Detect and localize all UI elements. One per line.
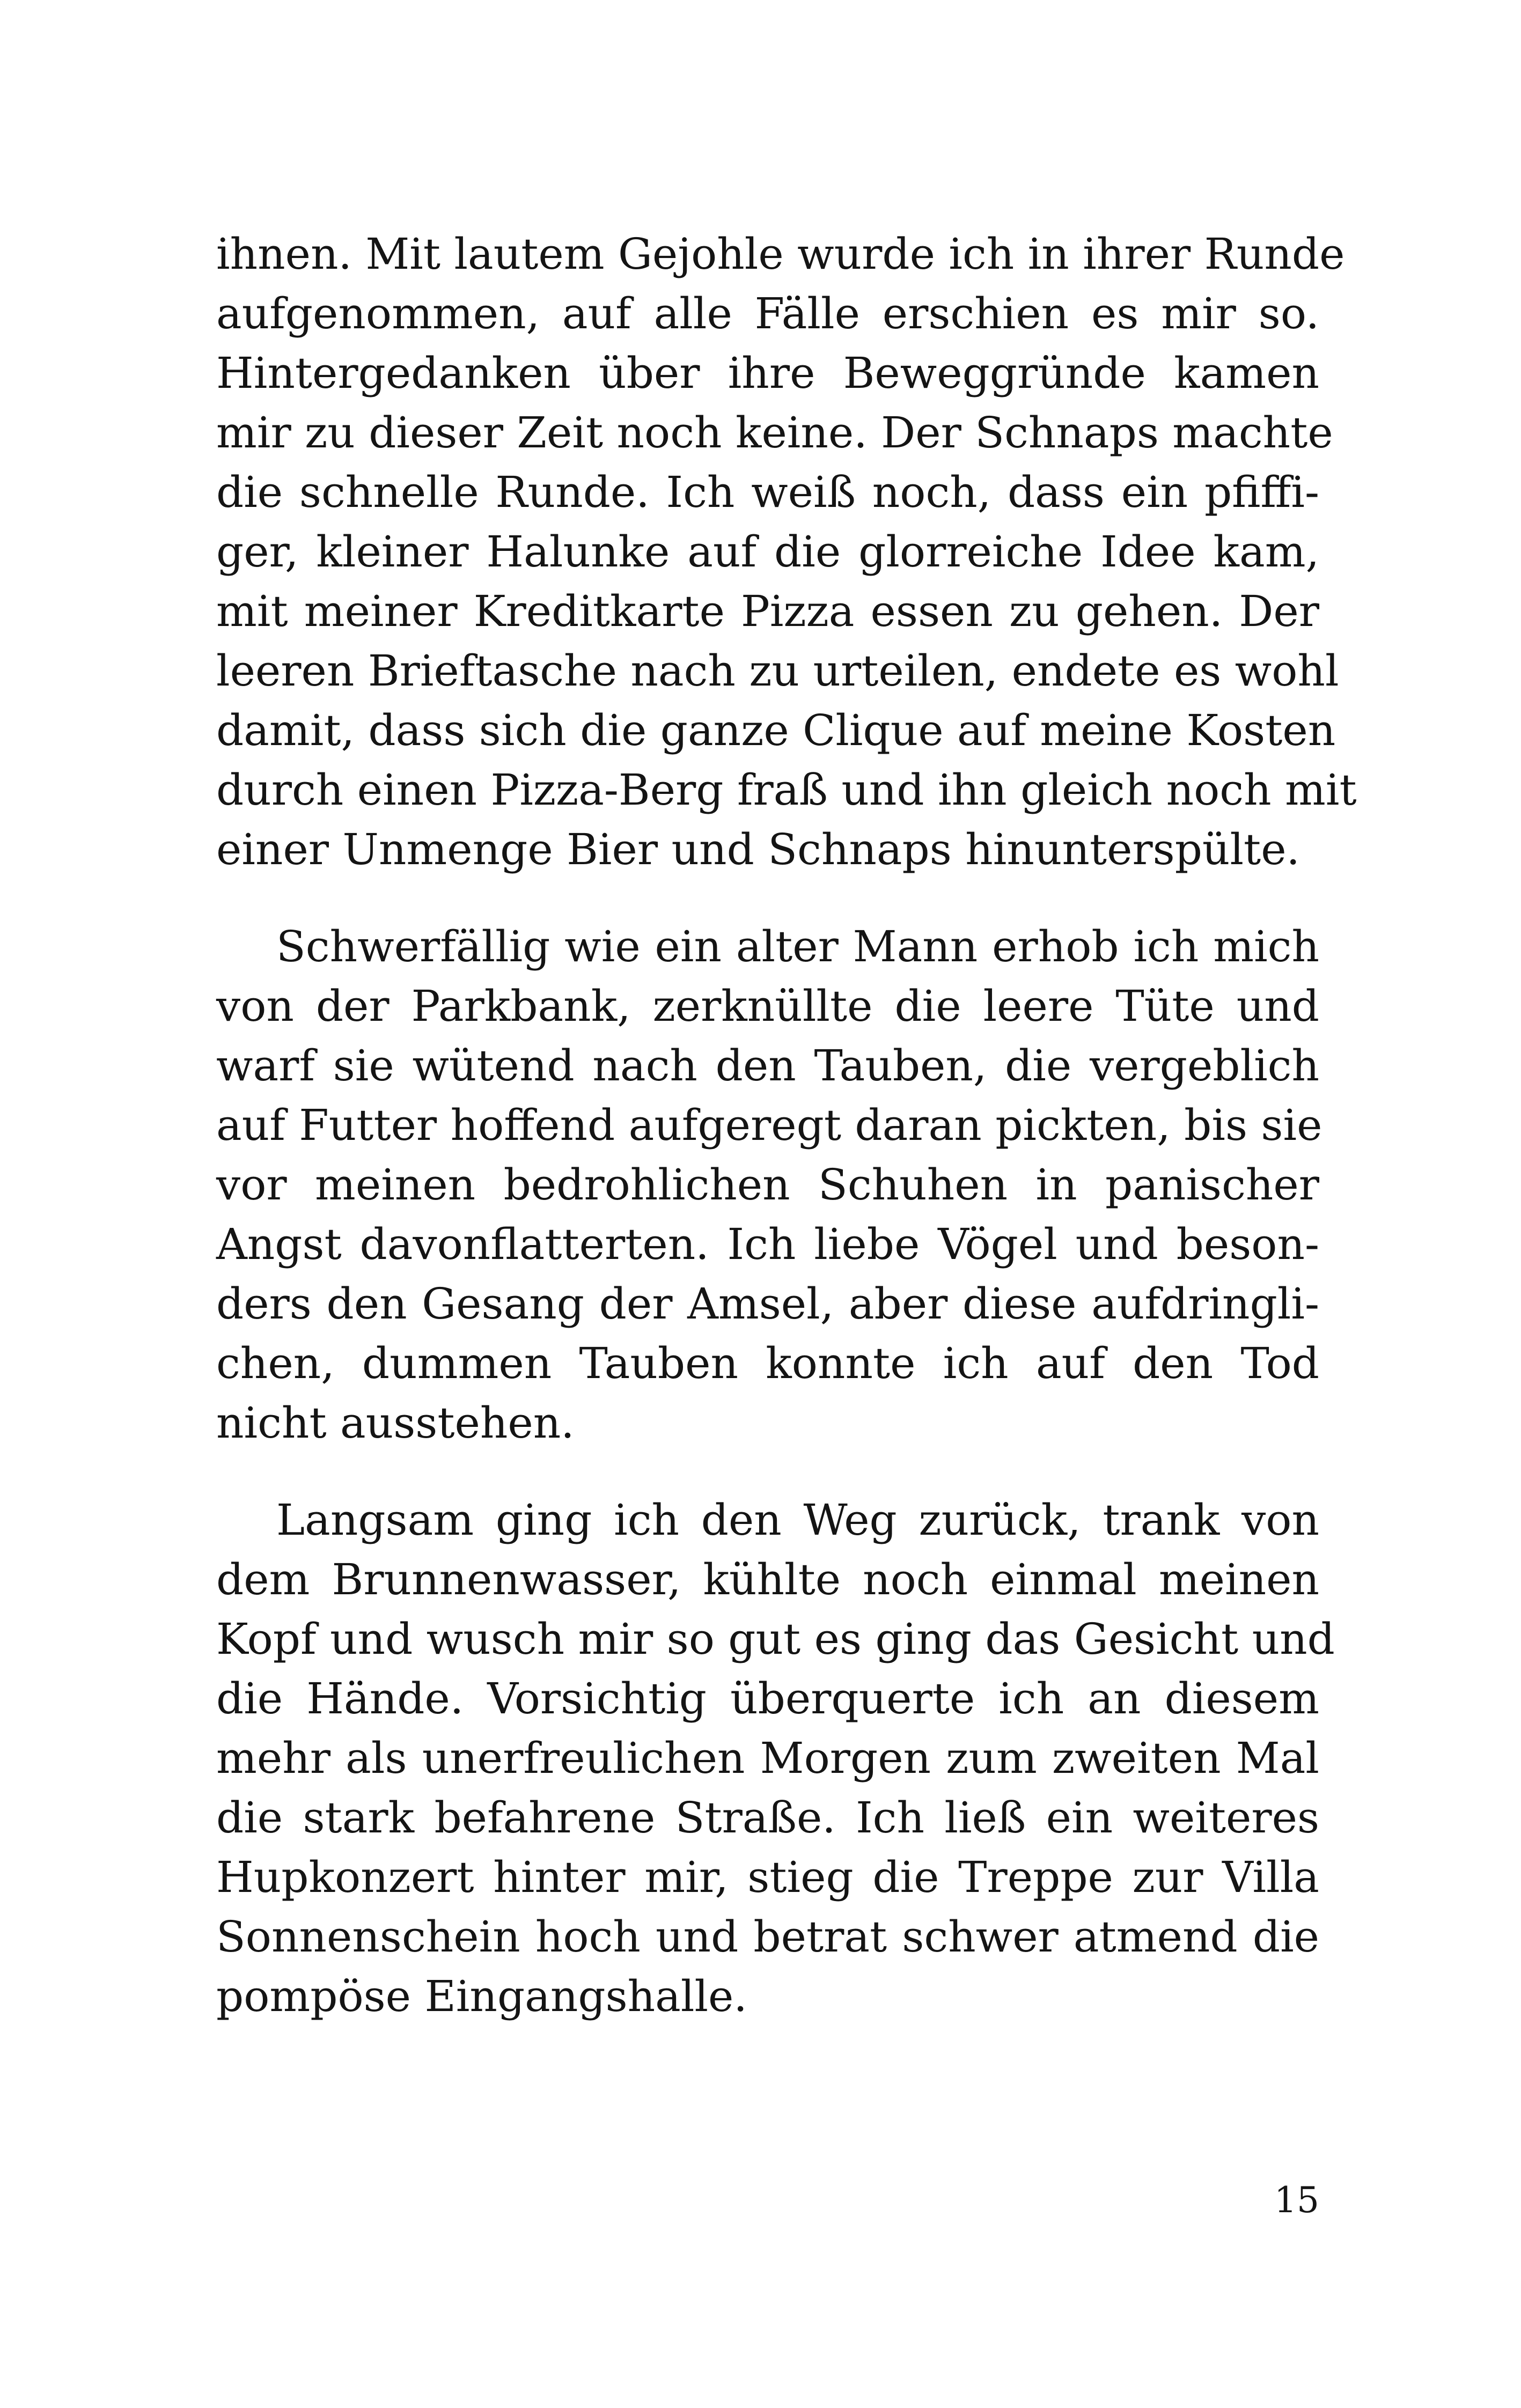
text-line: einer Unmenge Bier und Schnaps hinunterspülte.: [216, 824, 1300, 874]
text-line: Hintergedanken über ihre Beweggründe kamen: [216, 348, 1319, 398]
text-line: nicht ausstehen.: [216, 1398, 575, 1448]
text-line: ger, kleiner Halunke auf die glorreiche Idee kam,: [216, 527, 1319, 577]
text-line: die schnelle Runde. Ich weiß noch, dass ein pfiffi-: [216, 467, 1319, 517]
text-line: Hupkonzert hinter mir, stieg die Treppe zur Villa: [216, 1852, 1319, 1902]
text-line: die stark befahrene Straße. Ich ließ ein weiteres: [216, 1793, 1319, 1843]
text-line: pompöse Eingangshalle.: [216, 1971, 747, 2021]
text-line: dem Brunnenwasser, kühlte noch einmal meinen: [216, 1555, 1319, 1604]
text-line: mehr als unerfreulichen Morgen zum zweiten Mal: [216, 1733, 1319, 1783]
body-text: [216, 224, 1357, 2026]
paragraph-2: [216, 917, 1322, 1453]
text-line: damit, dass sich die ganze Clique auf meine Kosten: [216, 705, 1336, 755]
text-line: leeren Brieftasche nach zu urteilen, endete es wohl: [216, 646, 1339, 696]
page-number: 15: [1274, 2179, 1319, 2221]
text-line: auf Futter hoffend aufgeregt daran pickten, bis sie: [216, 1100, 1322, 1150]
paragraph-3: [216, 1490, 1335, 2026]
text-line: Sonnenschein hoch und betrat schwer atmend die: [216, 1912, 1319, 1962]
text-line: die Hände. Vorsichtig überquerte ich an diesem: [216, 1674, 1319, 1724]
paragraph-1: [216, 224, 1357, 879]
text-line: Angst davonflatterten. Ich liebe Vögel und beson-: [216, 1219, 1319, 1269]
text-line: Schwerfällig wie ein alter Mann erhob ich mich: [276, 922, 1319, 971]
text-line: Kopf und wusch mir so gut es ging das Gesicht und: [216, 1614, 1335, 1664]
text-line: mir zu dieser Zeit noch keine. Der Schnaps machte: [216, 408, 1333, 458]
text-line: von der Parkbank, zerknüllte die leere Tüte und: [216, 981, 1319, 1031]
text-line: aufgenommen, auf alle Fälle erschien es mir so.: [216, 289, 1319, 338]
text-line: durch einen Pizza-Berg fraß und ihn gleich noch mit: [216, 765, 1357, 815]
text-line: ihnen. Mit lautem Gejohle wurde ich in ihrer Runde: [216, 229, 1345, 279]
text-line: Langsam ging ich den Weg zurück, trank von: [276, 1495, 1319, 1545]
text-line: ders den Gesang der Amsel, aber diese aufdringli-: [216, 1279, 1319, 1329]
text-line: warf sie wütend nach den Tauben, die vergeblich: [216, 1041, 1319, 1091]
text-line: vor meinen bedrohlichen Schuhen in panischer: [216, 1160, 1319, 1210]
text-line: mit meiner Kreditkarte Pizza essen zu gehen. Der: [216, 586, 1319, 636]
text-line: chen, dummen Tauben konnte ich auf den Tod: [216, 1338, 1319, 1388]
